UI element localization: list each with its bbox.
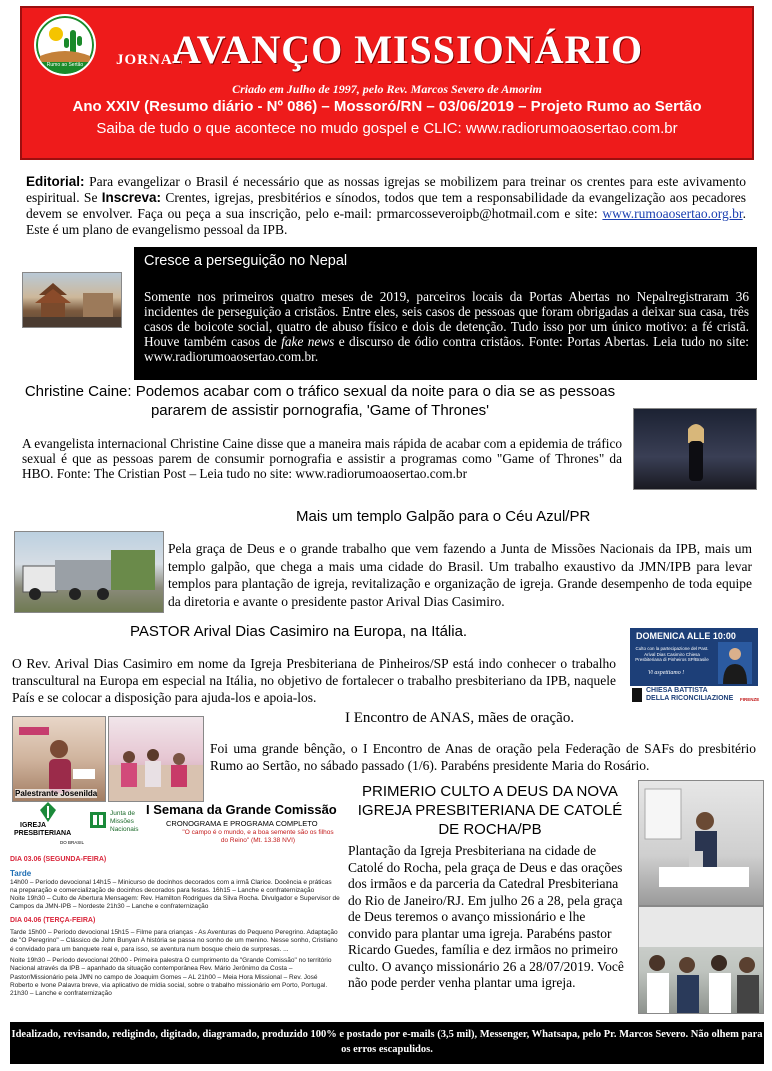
editorial-paragraph xyxy=(26,174,746,238)
pastor-portrait xyxy=(718,642,752,684)
program-day2-noite: Noite 19h30 – Período devocional 20h00 - Primeira palestra O cumprimento da "Grande Comissão" no território Nacional através da IPB – apanhado da situação contemporânea Rev. Mário Jerônimo da Costa – Pastor/Missionário pela JMN no campo de Joaquim Gomes – AL 21h00 – Meia Hora Missional – Rev. José Roberto e Ivone Palavra breve, via aplicativo de mídia social, sobre o trabalho missionário em Porto, Portugal. 21h30 – Lanche e confraternização xyxy=(10,956,332,998)
footer-credits xyxy=(10,1022,764,1064)
templo-title: Mais um templo Galpão para o Céu Azul/PR xyxy=(296,508,591,525)
nepal-body-a: Somente nos primeiros quatro meses de 2019, parceiros locais da Portas Abertas no Nepalregistraram 36 incidentes de perseguição a cristãos. Entre eles, seis casos de pessoas que foram obrigadas a deixar sua casa, três casos de boicote social, quatro de abuso físico e dois de detenção. Tudo isso por um único motivo: a fé cristã. Houve também casos de xyxy=(144,289,749,349)
church-name-line1: CHIESA BATTISTA xyxy=(646,687,708,694)
editorial-label: Editorial: xyxy=(26,174,85,189)
church-logo-strip xyxy=(632,688,760,704)
jmn-logo xyxy=(90,806,140,842)
caine-title: Christine Caine: Podemos acabar com o tráfico sexual da noite para o dia se as pessoas pararem de assistir pornografia, 'Game of Thrones' xyxy=(24,383,616,419)
church-city: FIRENZE xyxy=(740,697,760,702)
program-day-2: DIA 04.06 (TERÇA-FEIRA) xyxy=(10,916,96,924)
program-day2-tarde: Tarde 15h00 – Período devocional 15h15 – Filme para crianças - As Aventuras do Pequeno Peregrino. Adaptação de "O Peregrino" – Clássico de John Bunyan A história se passa no sonho de um menino. Nesse sonho, Cristiano é convidado para um banquete real e, para isso, se aventura num bosque cheio de surpresas. ... xyxy=(10,929,338,953)
nepal-photo xyxy=(22,272,122,328)
founded-line: Criado em Julho de 1997, pelo Rev. Marcos Severo de Amorim xyxy=(232,82,542,96)
semana-flyer xyxy=(10,802,342,1012)
semana-program xyxy=(10,856,340,998)
poster-heading: DOMENICA ALLE 10:00 xyxy=(636,631,736,641)
caine-body: A evangelista internacional Christine Caine disse que a maneira mais rápida de acabar com a epidemia de tráfico sexual é que as pessoas parem de consumir pornografia e assistir a programas como "Game of Thrones" da HBO. Fonte: The Cristian Post – Leia tudo no site: www.radiorumoaosertao.com.br xyxy=(22,436,622,481)
issue-line: Ano XXIV (Resumo diário - Nº 086) – Mossoró/RN – 03/06/2019 – Projeto Rumo ao Sertão xyxy=(72,98,702,115)
jornal-label: JORNAL xyxy=(116,52,184,68)
program-day-1: DIA 03.06 (SEGUNDA-FEIRA) xyxy=(10,856,107,863)
jmn-logo-line1: Junta de xyxy=(110,810,135,817)
nepal-title: Cresce a perseguição no Nepal xyxy=(144,253,348,269)
anas-title: I Encontro de ANAS, mães de oração. xyxy=(345,710,575,726)
semana-verse: "O campo é o mundo, e a boa semente são os filhos do Reino" (Mt. 13.38 NVI) xyxy=(182,829,334,844)
slogan-line: Saiba de tudo o que acontece no mudo gospel e CLIC: www.radiorumoaosertao.com.br xyxy=(96,120,678,137)
nepal-body xyxy=(144,289,749,364)
jmn-logo-line3: Nacionais xyxy=(110,826,139,833)
editorial-text-1: Para evangelizar o Brasil é necessário que as nossas igrejas se mobilizem para treinar os crentes para este avivamento espiritual. Se xyxy=(26,174,746,205)
templo-body: Pela graça de Deus e o grande trabalho que vem fazendo a Junta de Missões Nacionais da IPB, mais um templo galpão, que chega a mais uma cidade do Brasil. Um trabalho exaustivo da JMN/IPB para levar templos para plantação de igreja, revitalização e organização de igreja. Grande desempenho de toda equipe da diretoria e avante o presidente pastor Arival Dias Casimiro. xyxy=(168,541,752,609)
inscreva-label: Inscreva: xyxy=(101,190,162,205)
editorial-text-3: . Este é um plano de evangelismo pessoal da IPB. xyxy=(26,206,746,237)
anas-speaker-photo xyxy=(12,716,106,802)
program-day1-tarde: 14h00 – Período devocional 14h15 – Minicurso de docinhos decorados com a irmã Clarice. Docência e práticas na preparação e comercialização de docinhos decorados para festas. 16h15 – Lanche e confraternização xyxy=(10,878,332,894)
pastor-body: O Rev. Arival Dias Casimiro em nome da Igreja Presbiteriana de Pinheiros/SP está indo conhecer o trabalho transcultural na Europa em especial na Itália, no objetivo de fortalecer o trabalho presbiteriano da IPB, naquele País e se colocar a disposição para ajuda-los e apoia-los. xyxy=(12,656,616,705)
poster-welcome: Vi aspettiamo ! xyxy=(648,670,685,676)
anas-event-photo xyxy=(108,716,204,802)
nepal-article-box xyxy=(134,247,757,380)
catole-body: Plantação da Igreja Presbiteriana na cidade de Catolé do Rocha, pela graça de Deus e das orações dos irmãos e da parceria da Catedral Presbiteriana do Rio de Janeiro/RJ. Em julho 26 a 28, pela graça de Deus teremos o avanço missionário e lhe convido para plantar uma igreja. Parabéns pastor Ricardo Guedes, família e dez irmãos no primeiro culto. O avanço missionário 26 a 28/07/2019. Você não pode perder venha plantar uma igreja. xyxy=(348,843,624,990)
program-day1-noite: Noite 19h30 – Culto de Abertura Mensagem: Rev. Hamilton Rodrigues da Silva Rocha. Divulgador e Supervisor de Campos da JMN-IPB – Nordeste 21h30 – Lanche e confraternização xyxy=(10,895,340,911)
footer-line-1: Idealizado, revisando, redigindo, digitado, diagramado, produzido 100% e postado por e-mails (3,5 mil), Messenger, Whatsapa, pelo Pr. Marcos Severo. xyxy=(11,1029,689,1040)
nepal-body-b: e discurso de ódio contra cristãos. Fonte: Portas Abertas. Leia tudo no site: www.radiorumoaosertao.com.br. xyxy=(144,334,749,364)
speaker-caption: Palestrante Josenilda xyxy=(15,789,98,798)
editorial-text-2: Crentes, igrejas, presbitérios e sínodos, todos que tem a responsabilidade da evangelização aos pecadores devem se envolver. Faça ou peça a sua inscrição, pelo e-mail: prmarcosseveroipb@hotmail.com e site: xyxy=(26,190,746,221)
catole-title: PRIMERIO CULTO A DEUS DA NOVA IGREJA PRESBITERIANA DE CATOLÉ DE ROCHA/PB xyxy=(357,783,623,838)
anas-body: Foi uma grande bênção, o I Encontro de Anas de oração pela Federação de SAFs do presbitério Rumo ao Sertão, no sábado passado (1/6). Parabéns presidente Maria do Rosário. xyxy=(210,741,756,773)
footer-line-2: Não olhem para os erros escapulidos. xyxy=(341,1029,763,1055)
newspaper-title: AVANÇO MISSIONÁRIO xyxy=(172,27,644,72)
poster-subtitle: Culto con la partecipazione del Past. Arival Dias Casimiro Chiesa Presbiteriana di Pinheiros SP/Brasile xyxy=(635,646,709,662)
rumoaosertao-link[interactable]: www.rumoaosertao.org.br xyxy=(602,206,743,221)
ipb-logo-line2: PRESBITERIANA xyxy=(14,830,72,837)
semana-subtitle: CRONOGRAMA E PROGRAMA COMPLETO xyxy=(166,819,318,828)
church-logo-icon xyxy=(632,688,642,702)
pastor-title: PASTOR Arival Dias Casimiro na Europa, na Itália. xyxy=(130,623,468,640)
christine-caine-photo xyxy=(633,408,757,490)
logo-caption: Rumo ao Sertão xyxy=(46,62,84,68)
program-tarde-label: Tarde xyxy=(10,869,32,879)
semana-title: I Semana da Grande Comissão xyxy=(146,802,337,817)
fake-news-term: fake news xyxy=(281,334,335,349)
jmn-logo-line2: Missões xyxy=(110,818,134,825)
church-name-line2: DELLA RICONCILIAZIONE xyxy=(646,695,734,702)
rumo-ao-sertao-logo xyxy=(34,14,96,76)
catole-congregation-photo xyxy=(638,906,764,1014)
ipb-logo xyxy=(12,802,84,838)
italy-event-poster xyxy=(630,628,758,686)
ipb-logo-line3: DO BRASIL xyxy=(60,840,85,845)
masthead xyxy=(20,6,754,160)
templo-truck-photo xyxy=(14,531,164,613)
catole-worship-photo xyxy=(638,780,764,906)
ipb-logo-line1: IGREJA xyxy=(20,822,47,829)
